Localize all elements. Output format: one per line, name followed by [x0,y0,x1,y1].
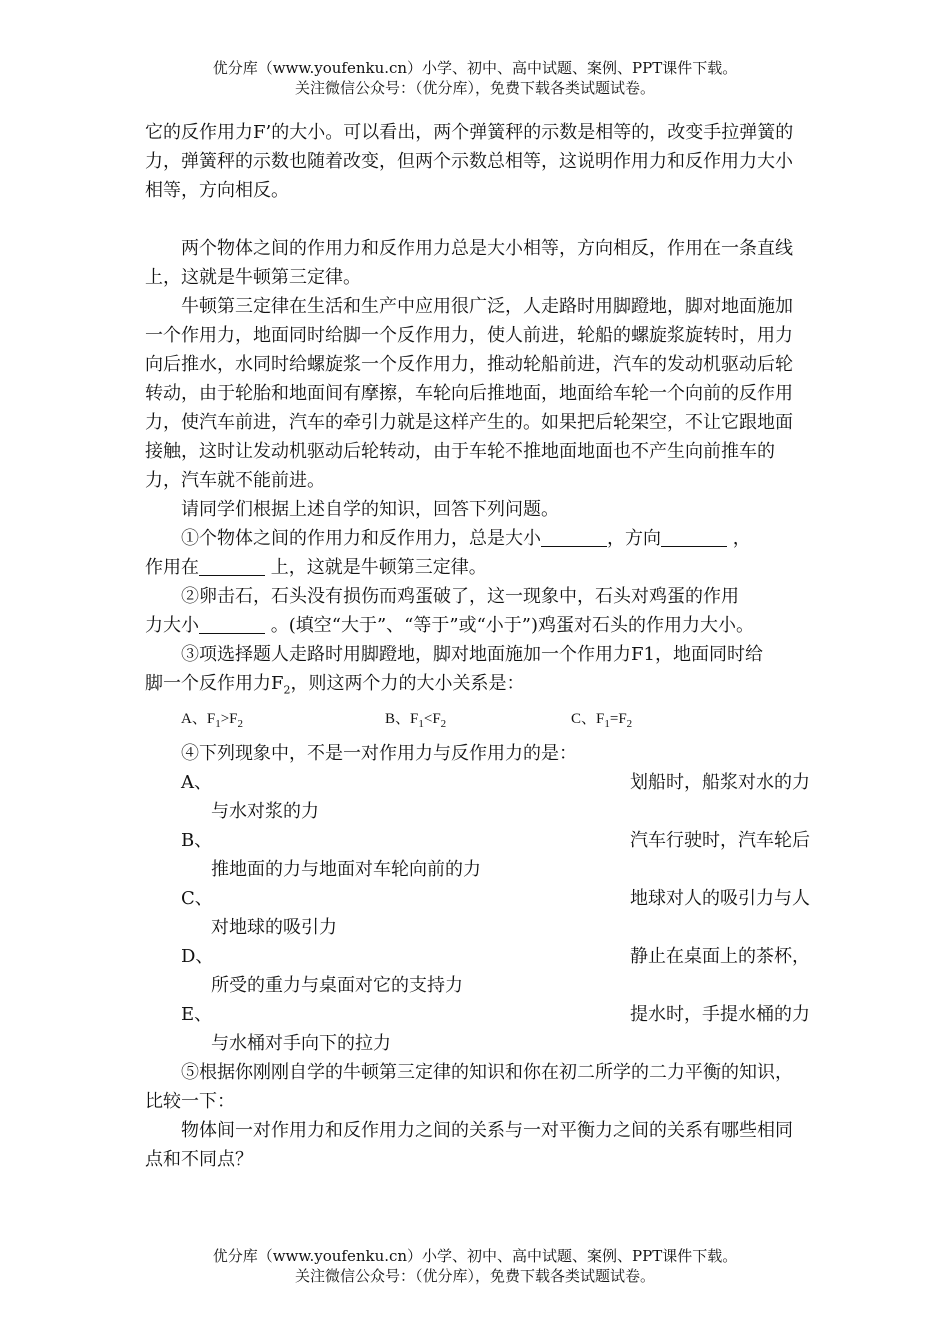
question-2-line-2 [145,611,810,640]
paragraph-instructions: 请同学们根据上述自学的知识，回答下列问题。 [181,499,559,520]
choice-c-continued: 对地球的吸引力 [211,916,337,938]
question-5: ⑤根据你刚刚自学的牛顿第三定律的知识和你在初二所学的二力平衡的知识，比较一下： [145,1061,793,1112]
q1-text-e: 上，这就是牛顿第三定律。 [270,557,487,578]
choice-text: 汽车行驶时，汽车轮后 [630,829,810,851]
page-header [0,58,950,98]
question-1 [145,524,810,553]
footer-line-2: 关注微信公众号：（优分库），免费下载各类试题试卷。 [294,1267,655,1285]
q2-text-b: 力大小 [145,615,199,636]
question-3: ③项选择题人走路时用脚蹬地，脚对地面施加一个作用力F1，地面同时给 [181,644,763,665]
q1-text-a: ①个物体之间的作用力和反作用力，总是大小 [181,528,541,549]
choice-e-continued: 与水桶对手向下的拉力 [211,1032,391,1054]
choice-label: B、 [181,829,213,851]
choice-d-continued: 所受的重力与桌面对它的支持力 [211,974,463,996]
choice-b[interactable] [145,826,810,855]
choice-e[interactable] [145,1000,810,1029]
choice-label: A、 [181,771,212,793]
header-line-1: 优分库（www.youfenku.cn）小学、初中、高中试题、案例、PPT课件下载。 [212,59,738,77]
option-c[interactable]: C、$F_1=F_2$ [571,710,633,730]
choice-text: 提水时，手提水桶的力 [630,1003,810,1025]
q3-text-b: 脚一个反作用力F [145,673,284,694]
q1-text-d: 作用在 [145,557,199,578]
choice-text: 地球对人的吸引力与人 [630,887,810,909]
question-5-prompt: 物体间一对作用力和反作用力之间的关系与一对平衡力之间的关系有哪些相同点和不同点？ [145,1119,793,1170]
paragraph-applications: 牛顿第三定律在生活和生产中应用很广泛，人走路时用脚蹬地，脚对地面施加一个作用力，地面同时给脚一个反作用力，使人前进，轮船的螺旋浆旋转时，用力向后推水，水同时给螺旋浆一个反作用力，推动轮船前进，汽车的发动机驱动后轮转动，由于轮胎和地面间有摩擦，车轮向后推地面，地面给车轮一个向前的反作用力，使汽车前进，汽车的牵引力就是这样产生的。如果把后轮架空，不让它跟地面接触，这时让发动机驱动后轮转动，由于车轮不推地面地面也不产生向前推车的力，汽车就不能前进。 [145,296,793,491]
q3-subscript: 2 [283,683,291,697]
question-2: ②卵击石，石头没有损伤而鸡蛋破了，这一现象中，石头对鸡蛋的作用 [181,586,739,607]
paragraph-newton-third-law: 两个物体之间的作用力和反作用力总是大小相等，方向相反，作用在一条直线上，这就是牛顿第三定律。 [145,238,793,288]
header-line-2: 关注微信公众号：（优分库），免费下载各类试题试卷。 [294,79,655,97]
q1-blank-1[interactable] [541,528,607,547]
choice-d[interactable] [145,942,810,971]
question-3-line-2 [145,669,810,705]
choice-c[interactable] [145,884,810,913]
q3-text-c: ，则这两个力的大小关系是： [290,673,525,694]
q2-blank[interactable] [199,615,265,634]
option-b[interactable]: B、$F_1<F_2$ [385,710,447,730]
q1-text-b: ，方向 [607,528,661,549]
q1-text-c: ， [732,528,751,549]
question-4: ④下列现象中，不是一对作用力与反作用力的是： [181,742,577,764]
footer-line-1: 优分库（www.youfenku.cn）小学、初中、高中试题、案例、PPT课件下载。 [212,1247,738,1265]
document-body [145,118,810,1174]
choice-label: D、 [181,945,214,967]
paragraph-gap [145,205,810,234]
choice-text: 划船时，船浆对水的力 [630,771,810,793]
choice-a-continued: 与水对浆的力 [211,800,319,822]
choice-a[interactable] [145,768,810,797]
q1-blank-2[interactable] [661,528,727,547]
q2-text-c: 。(填空“大于”、“等于”或“小于”)鸡蛋对石头的作用力大小。 [270,615,754,636]
question-3-options [145,705,810,739]
paragraph-1: 它的反作用力F’的大小。可以看出，两个弹簧秤的示数是相等的，改变手拉弹簧的力，弹簧秤的示数也随着改变，但两个示数总相等，这说明作用力和反作用力大小相等，方向相反。 [145,122,794,201]
page-footer [0,1246,950,1286]
choice-label: C、 [181,887,213,909]
q1-blank-3[interactable] [199,557,265,576]
choice-b-continued: 推地面的力与地面对车轮向前的力 [211,858,481,880]
question-1-line-2 [145,553,810,582]
choice-text: 静止在桌面上的茶杯， [630,945,810,967]
option-a[interactable]: A、$F_1>F_2$ [181,710,243,730]
choice-label: E、 [181,1003,213,1025]
